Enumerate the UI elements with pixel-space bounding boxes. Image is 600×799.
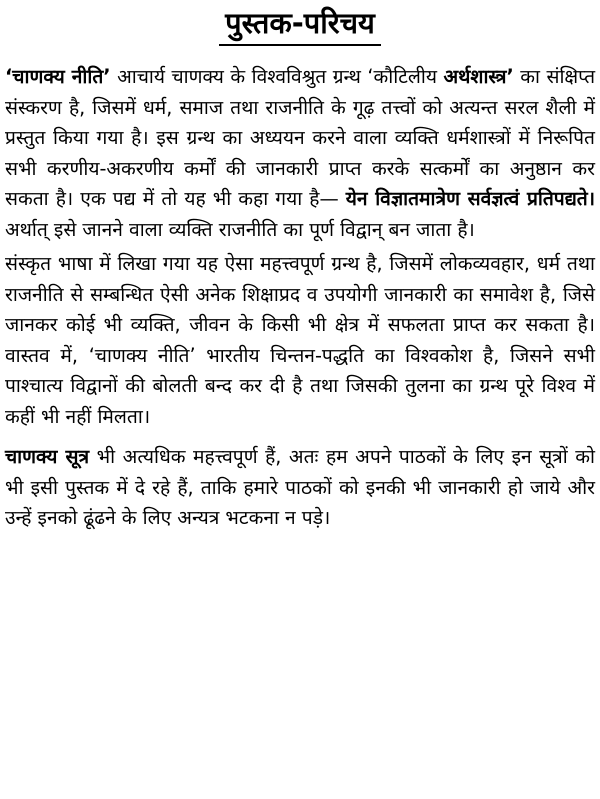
page-title: पुस्तक-परिचय [219,4,381,46]
sanskrit-quote-bold: येन विज्ञातमात्रेण सर्वज्ञत्वं प्रतिपद्यते। [345,187,596,210]
paragraph-intro [5,62,595,245]
paragraph-text: संस्कृत भाषा में लिखा गया यह ऐसा महत्त्वपूर्ण ग्रन्थ है, जिसमें लोकव्यवहार, धर्म तथा राजनीति से सम्बन्धित ऐसी अनेक शिक्षाप्रद व उपयोगी जानकारी का समावेश है, जिसे जानकर कोई भी व्यक्ति, जीवन के किसी भी क्षेत्र में सफलता प्राप्त कर सकता है। वास्तव में, [5,252,595,367]
paragraph-text: भारतीय चिन्तन-पद्धति का विश्वकोश है, जिसने सभी पाश्चात्य विद्वानों की बोलती बन्द कर दी है तथा जिसकी तुलना का ग्रन्थ पूरे विश्व में कहीं भी नहीं मिलता। [5,343,596,428]
title-block [5,4,595,62]
paragraph-text: भी अत्यधिक महत्त्वपूर्ण हैं, अतः हम अपने पाठकों के लिए इन सूत्रों को भी इसी पुस्तक में दे रहे हैं, ताकि हमारे पाठकों को इनकी भी जानकारी हो जाये और उन्हें इनको ढूंढने के लिए अन्यत्र भटकना न पड़े। [5,445,595,529]
paragraph-text: आचार्य चाणक्य के विश्वविश्रुत ग्रन्थ ‘कौटिलीय [110,65,444,88]
book-name-bold: ‘चाणक्य नीति’ [5,65,111,88]
book-name-bold: अर्थशास्त्र’ [443,65,514,88]
sutra-name-bold: चाणक्य सूत्र [5,445,90,468]
paragraph-sanskrit-text [5,249,595,432]
paragraph-chanakya-sutra [5,442,595,534]
book-name-quote: ‘चाणक्य नीति’ [88,343,196,367]
paragraph-text: अर्थात् इसे जानने वाला व्यक्ति राजनीति का पूर्ण विद्वान् बन जाता है। [5,217,475,241]
paragraph-text: का संक्षिप्त संस्करण है, जिसमें धर्म, समाज तथा राजनीति के गूढ़ तत्त्वों को अत्यन्त सरल शैली में प्रस्तुत किया गया है। इस ग्रन्थ का अध्ययन करने वाला व्यक्ति धर्मशास्त्रों में निरूपित सभी करणीय-अकरणीय कर्मों की जानकारी प्राप्त करके सत्कर्मों का अनुष्ठान कर सकता है। एक पद्य में तो यह भी कहा गया है— [5,65,596,210]
